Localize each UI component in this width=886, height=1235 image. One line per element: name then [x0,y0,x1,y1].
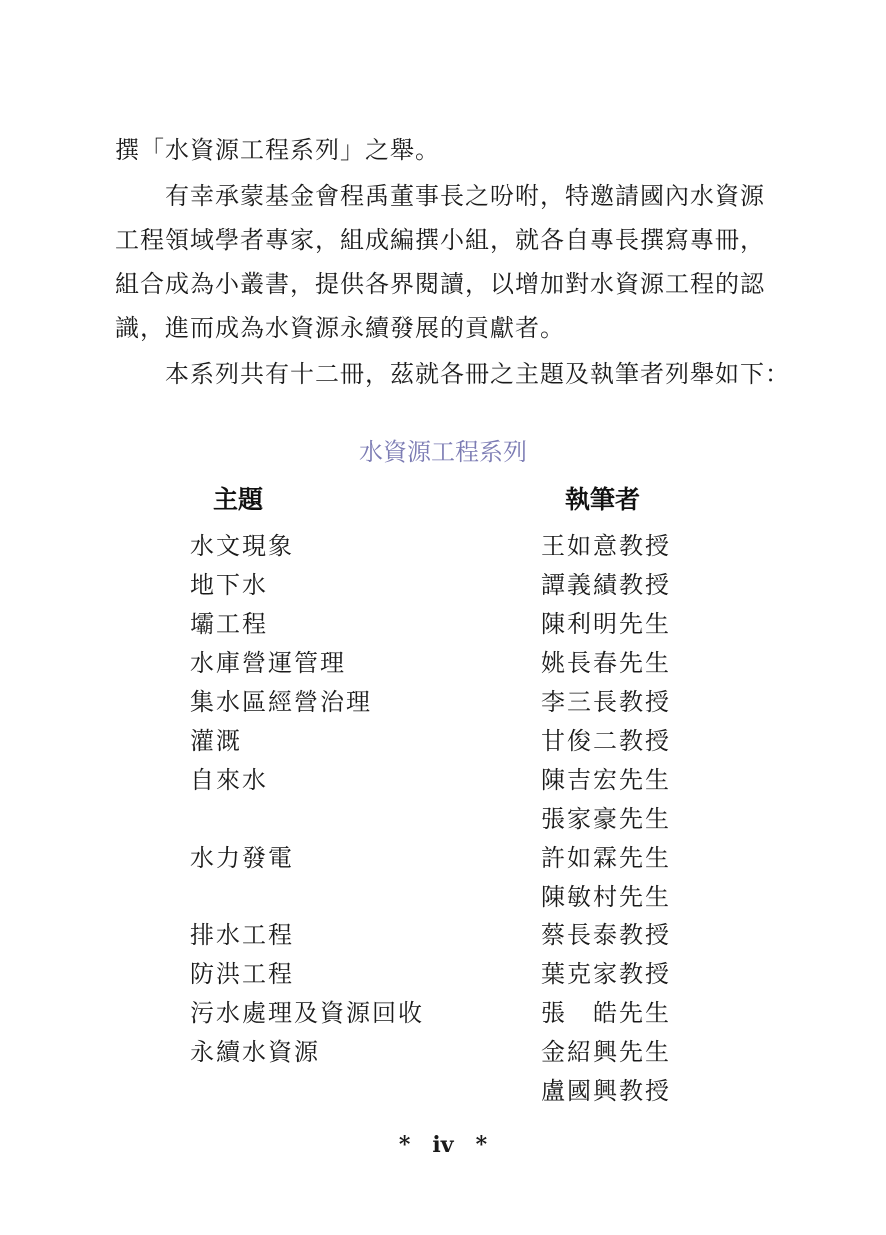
topic-cell: 集水區經營治理 [190,688,372,716]
topic-header: 主題 [213,485,264,514]
topic-cell: 水力發電 [190,844,294,872]
topic-cell: 自來水 [190,766,268,794]
author-cell: 李三長教授 [541,688,671,716]
topic-cell: 水庫營運管理 [190,649,346,677]
author-cell: 金紹興先生 [541,1038,671,1066]
author-cell: 許如霖先生 [541,844,671,872]
topic-cell: 壩工程 [190,610,268,638]
author-cell: 甘俊二教授 [541,727,671,755]
author-cell: 張 皓先生 [541,999,671,1027]
author-cell: 譚義績教授 [541,571,671,599]
topic-cell: 污水處理及資源回收 [190,999,424,1027]
topic-cell: 灌溉 [190,727,242,755]
topic-cell: 水文現象 [190,532,294,560]
topic-cell: 地下水 [190,571,268,599]
author-header: 執筆者 [565,485,641,514]
paragraph-1 [115,128,775,172]
series-title: 水資源工程系列 [359,438,527,466]
author-cell: 陳敏村先生 [541,883,671,911]
text-line: 識，進而成為水資源永續發展的貢獻者。 [115,314,565,342]
author-cell: 盧國興教授 [541,1077,671,1105]
page-number: * iv * [398,1132,488,1158]
topic-cell: 排水工程 [190,921,294,949]
topic-cell: 永續水資源 [190,1038,320,1066]
paragraph-2 [115,174,775,350]
author-cell: 陳利明先生 [541,610,671,638]
text-line: 組合成為小叢書，提供各界閱讀，以增加對水資源工程的認 [115,270,765,298]
text-line: 有幸承蒙基金會程禹董事長之吩咐，特邀請國內水資源 [115,182,765,210]
text-line: 本系列共有十二冊，茲就各冊之主題及執筆者列舉如下： [115,360,790,388]
text-line: 撰「水資源工程系列」之舉。 [115,136,440,164]
text-line: 工程領域學者專家，組成編撰小組，就各自專長撰寫專冊， [115,226,765,254]
paragraph-3 [115,352,790,396]
author-cell: 蔡長泰教授 [541,921,671,949]
author-cell: 陳吉宏先生 [541,766,671,794]
author-cell: 王如意教授 [541,532,671,560]
author-cell: 姚長春先生 [541,649,671,677]
author-cell: 張家豪先生 [541,805,671,833]
topic-cell: 防洪工程 [190,960,294,988]
author-cell: 葉克家教授 [541,960,671,988]
